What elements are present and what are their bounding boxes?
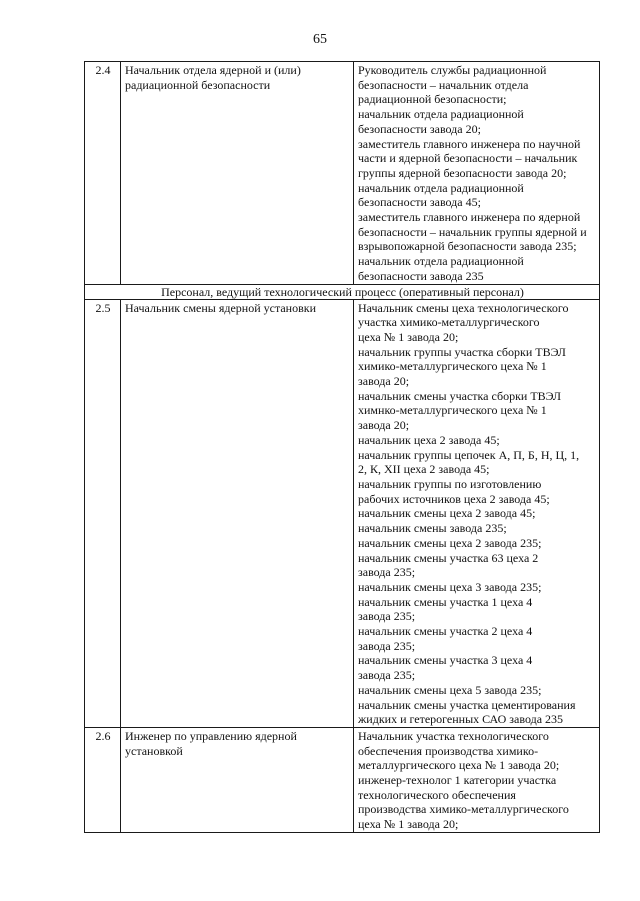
text-line: технологического обеспечения: [358, 787, 516, 802]
text-line: завода 235;: [358, 638, 416, 653]
text-line: цеха № 1 завода 20;: [358, 329, 459, 344]
text-line: начальник смены участка 2 цеха 4: [358, 624, 533, 639]
text-line: начальник смены цеха 2 завода 45;: [358, 506, 536, 521]
text-line: Инженер по управлению ядерной: [125, 728, 297, 743]
text-line: заместитель главного инженера по научной: [358, 136, 581, 151]
text-line: заместитель главного инженера по ядерной: [358, 210, 581, 225]
text-line: начальник смены участка сборки ТВЭЛ: [358, 388, 561, 403]
text-line: безопасности – начальник группы ядерной и: [358, 224, 587, 239]
text-line: начальник смены завода 235;: [358, 521, 507, 536]
text-line: Руководитель службы радиационной: [358, 63, 547, 77]
text-line: жидких и гетерогенных САО завода 235: [358, 712, 564, 727]
text-line: безопасности завода 235: [358, 268, 484, 283]
text-line: производства химико-металлургического: [358, 802, 569, 817]
text-line: начальник группы цепочек А, П, Б, Н, Ц, 1,: [358, 447, 580, 462]
text-line: части и ядерной безопасности – начальник: [358, 151, 578, 166]
personnel-table: [84, 61, 600, 833]
page-number: 65: [313, 32, 327, 47]
text-line: установкой: [125, 743, 183, 758]
text-line: начальник смены участка 1 цеха 4: [358, 594, 533, 609]
holders-cell: [354, 727, 600, 832]
text-line: Начальник участка технологического: [358, 728, 549, 743]
row-number: 2.4: [85, 62, 121, 285]
text-line: 2, К, XII цеха 2 завода 45;: [358, 462, 490, 477]
position-cell: [121, 727, 354, 832]
text-line: начальник отдела радиационной: [358, 254, 524, 269]
text-line: цеха № 1 завода 20;: [358, 817, 459, 832]
text-line: безопасности – начальник отдела: [358, 77, 529, 92]
text-line: радиационной безопасности;: [358, 92, 507, 107]
holders-cell: [354, 299, 600, 727]
text-line: начальник смены участка 63 цеха 2: [358, 550, 539, 565]
text-line: начальник цеха 2 завода 45;: [358, 432, 500, 447]
table-row: [85, 727, 600, 832]
text-line: безопасности завода 20;: [358, 121, 481, 136]
table-row: [85, 299, 600, 727]
text-line: завода 235;: [358, 565, 416, 580]
text-line: взрывопожарной безопасности завода 235;: [358, 239, 577, 254]
text-line: начальник отдела радиационной: [358, 180, 524, 195]
text-line: группы ядерной безопасности завода 20;: [358, 165, 567, 180]
text-line: завода 235;: [358, 609, 416, 624]
text-line: начальник отдела радиационной: [358, 107, 524, 122]
text-line: металлургического цеха № 1 завода 20;: [358, 758, 560, 773]
text-line: начальник смены участка цементирования: [358, 697, 576, 712]
text-line: участка химико-металлургического: [358, 315, 540, 330]
position-cell: [121, 299, 354, 727]
text-line: Начальник смены цеха технологического: [358, 300, 569, 315]
section-header-row: [85, 284, 600, 299]
row-number: 2.6: [85, 727, 121, 832]
text-line: химнко-металлургического цеха № 1: [358, 403, 547, 418]
text-line: безопасности завода 45;: [358, 195, 481, 210]
text-line: Начальник отдела ядерной и (или): [125, 63, 301, 77]
text-line: обеспечения производства химико-: [358, 743, 539, 758]
text-line: завода 20;: [358, 374, 410, 389]
text-line: завода 235;: [358, 668, 416, 683]
text-line: завода 20;: [358, 418, 410, 433]
text-line: химико-металлургического цеха № 1: [358, 359, 547, 374]
section-header: Персонал, ведущий технологический процесс (оперативный персонал): [85, 284, 600, 299]
table-row: [85, 62, 600, 285]
text-line: радиационной безопасности: [125, 77, 271, 92]
text-line: начальник группы участка сборки ТВЭЛ: [358, 344, 566, 359]
position-cell: [121, 62, 354, 285]
text-line: рабочих источников цеха 2 завода 45;: [358, 491, 550, 506]
text-line: Начальник смены ядерной установки: [125, 300, 317, 315]
text-line: начальник смены цеха 2 завода 235;: [358, 535, 542, 550]
text-line: начальник группы по изготовлению: [358, 476, 542, 491]
text-line: начальник смены цеха 5 завода 235;: [358, 682, 542, 697]
text-line: начальник смены цеха 3 завода 235;: [358, 579, 542, 594]
text-line: инженер-технолог 1 категории участка: [358, 773, 557, 788]
row-number: 2.5: [85, 299, 121, 727]
text-line: начальник смены участка 3 цеха 4: [358, 653, 533, 668]
holders-cell: [354, 62, 600, 285]
